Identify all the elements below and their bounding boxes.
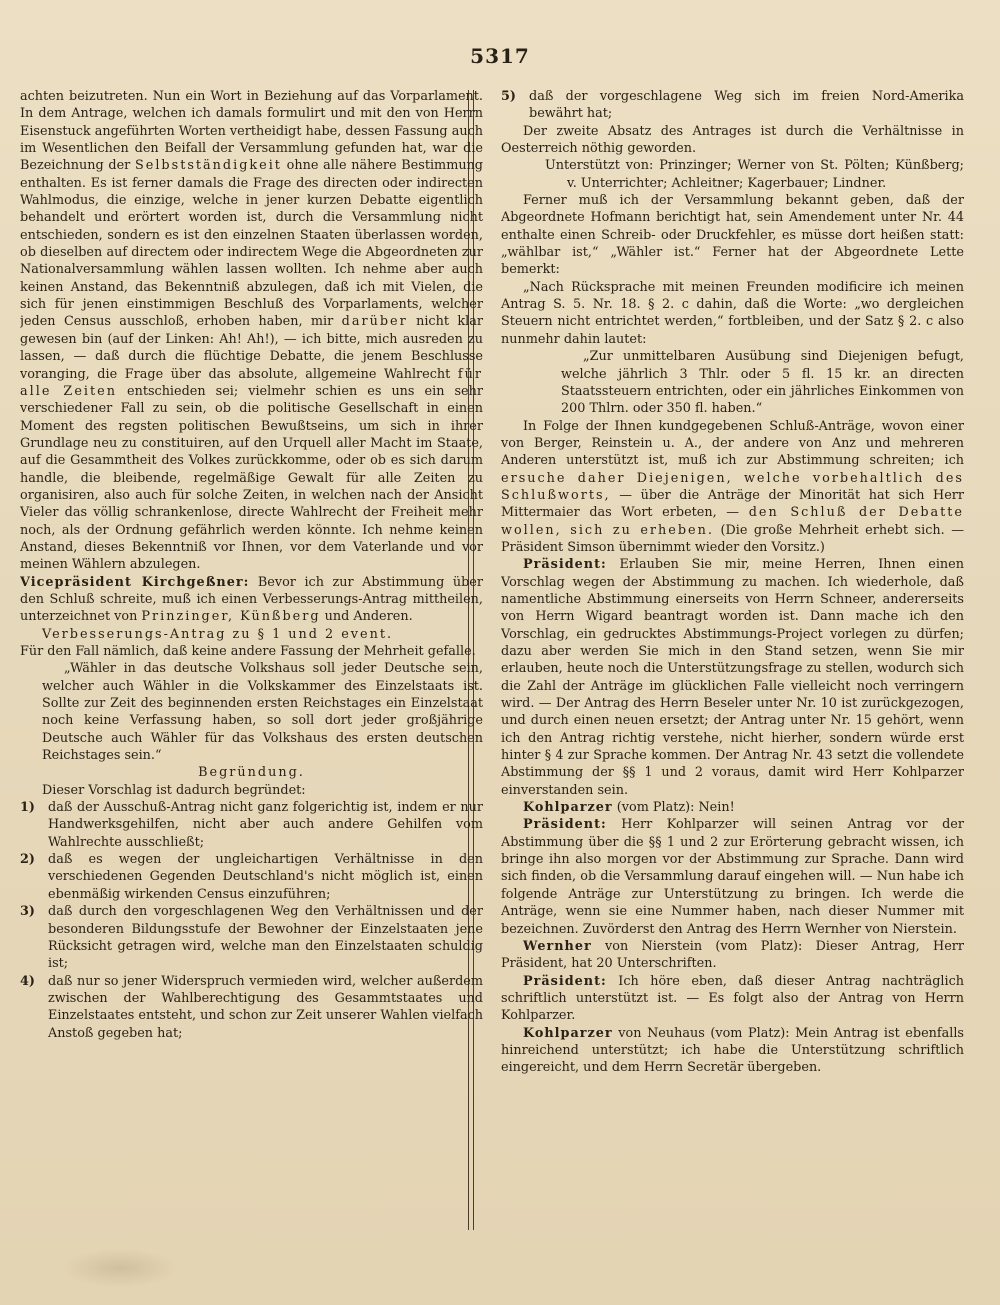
- speaker-label: Präsident:: [523, 973, 607, 989]
- paragraph-vicepraesident: [20, 574, 483, 626]
- list-text: daß der Ausschuß-Antrag nicht ganz folgerichtig ist, indem er nur Handwerksgehilfen, nicht aber auch andere Gehilfen vom Wahlrechte ausschließt;: [48, 800, 483, 850]
- section-heading: Begründung.: [198, 765, 305, 781]
- spaced-term: Selbstständigkeit: [135, 158, 282, 174]
- text-run: von Neuhaus (vom Platz): Mein Antrag ist ebenfalls hinreichend unterstützt; ich habe die Unterstützung schriftlich eingereicht, und dem Herrn Secretär übergeben.: [501, 1025, 964, 1076]
- text-columns: [20, 88, 965, 1273]
- paragraph-lette: „Nach Rücksprache mit meinen Freunden modificire ich meinen Antrag S. 5. Nr. 18. § 2. c dahin, daß die Worte: „wo dergleichen Steuern nicht entrichtet werden,“ fortbleiben, und der Satz § 2. c also nunmehr dahin lautet:: [501, 279, 964, 347]
- text-run: (vom Platz): Nein!: [616, 800, 735, 816]
- page-number: 5317: [470, 44, 530, 68]
- left-column: [20, 88, 483, 1273]
- text-run: Bevor ich zur Abstimmung über den Schluß schreite, muß ich einen Verbesserungs-Antrag mittheilen, unterzeichnet von: [20, 574, 483, 625]
- list-number: 1): [20, 800, 35, 816]
- spaced-term: den Schluß der Debatte wollen, sich zu erheben.: [501, 505, 964, 538]
- list-number: 2): [20, 852, 35, 868]
- list-number: 5): [501, 89, 516, 104]
- list-text: daß der vorgeschlagene Weg sich im freien Nord-Amerika bewährt hat;: [529, 89, 964, 122]
- text-run: (Die große Mehrheit erhebt sich. — Präsident Simson übernimmt wieder den Vorsitz.): [501, 522, 964, 555]
- paragraph-schluss: [501, 418, 964, 557]
- spaced-term: für alle Zeiten: [20, 366, 483, 399]
- text-run: Herr Kohlparzer will seinen Antrag vor der Abstimmung über die §§ 1 und 2 zur Erörterung gebracht wissen, ich bringe ihn also morgen vor der Abstimmung zur Sprache. Dann wird sich finden, ob die Versammlung darauf eingehen will. — Nun habe ich folgende Anträge zur Unterstützung zu bringen. Ich werde die Anträge, wenn sie eine Nummer haben, nach dieser Nummer mit bezeichnen. Zuvörderst den Antrag des Herrn Wernher von Nierstein.: [501, 817, 964, 937]
- right-column: [501, 88, 964, 1273]
- list-number: 4): [20, 973, 35, 989]
- spaced-term: Prinzinger, Künßberg: [141, 609, 321, 625]
- list-item: [20, 851, 483, 903]
- supporters-list: Unterstützt von: Prinzinger; Werner von St. Pölten; Künßberg; v. Unterrichter; Achleitner; Kagerbauer; Lindner.: [545, 158, 964, 191]
- speaker-label: Kohlparzer: [523, 800, 613, 816]
- list-item: [20, 903, 483, 972]
- paragraph-hofmann: Ferner muß ich der Versammlung bekannt geben, daß der Abgeordnete Hofmann berichtigt hat, sein Amendement unter Nr. 44 enthalte einen Schreib- oder Druckfehler, es müsse dort heißen statt: „wählbar ist,“ „Wähler ist.“ Ferner hat der Abgeordnete Lette bemerkt:: [501, 193, 964, 278]
- list-text: daß durch den vorgeschlagenen Weg den Verhältnissen und der besonderen Bildungsstufe der Bewohner der Einzelstaaten jene Rücksicht getragen wird, welche man den Einzelstaaten schuldig ist;: [48, 904, 483, 972]
- paragraph-praesident-1: [501, 556, 964, 799]
- text-run: — über die Anträge der Minorität hat sich Herr Mittermaier das Wort erbeten, —: [501, 487, 964, 521]
- text-run: Erlauben Sie mir, meine Herren, Ihnen einen Vorschlag wegen der Abstimmung zu machen. Ich wiederhole, daß namentliche Abstimmung einerseits von Herrn Schneer, andererseits von Herrn Wigard beantragt worden ist. Dann mache ich den Vorschlag, ein gedrucktes Abstimmungs-Project vorlegen zu dürfen; dazu aber werden Sie mich in den Stand setzen, wenn Sie mir erlauben, heute noch die Unterstützungsfrage zu stellen, wodurch sich die Zahl der Anträge im glücklichen Falle vielleicht noch verringern wird. — Der Antrag des Herrn Beseler unter Nr. 10 ist zurückgezogen, und durch einen neuen ersetzt; der Antrag unter Nr. 15 gehört, wenn ich den Antrag richtig verstehe, nicht hierher, sondern würde erst hinter § 4 zur Sprache kommen. Der Antrag Nr. 43 setzt die vollendete Abstimmung der §§ 1 und 2 voraus, damit wird Herr Kohlparzer einverstanden sein.: [501, 557, 964, 798]
- reason-intro: Dieser Vorschlag ist dadurch begründet:: [42, 782, 306, 798]
- speaker-label: Kohlparzer: [523, 1025, 613, 1041]
- text-run: Ich höre eben, daß dieser Antrag nachträglich schriftlich unterstützt ist. — Es folgt also der Antrag von Herrn Kohlparzer.: [501, 973, 964, 1024]
- paragraph-kohlparzer-1: [501, 799, 964, 816]
- text-run: entschieden sei; vielmehr schien es uns ein sehr verschiedener Fall zu sein, ob die politische Gesellschaft in einen Moment des regsten politischen Bewußtseins, um sich in ihrer Grundlage neu zu constituiren, auf den Urquell aller Macht im Staate, auf die Gesammtheit des Volkes zurückkomme, oder ob es sich darum handle, die bleibende, regelmäßige Gewalt für alle Zeiten zu organisiren, also auch für solche Zeiten, in welchen nach der Ansicht Vieler das völlig schrankenlose, directe Wahlrecht der Freiheit mehr noch, als der Ordnung gefährlich werden könnte. Ich nehme keinen Anstand, dieses Bekenntniß vor Ihnen, vor dem Vaterlande und vor meinen Wählern abzulegen.: [20, 383, 483, 573]
- paper-smudge: [60, 1248, 180, 1288]
- amendment-title: Verbesserungs-Antrag zu § 1 und 2 event.: [42, 626, 394, 642]
- list-item: [501, 88, 964, 123]
- lette-quote: „Zur unmittelbaren Ausübung sind Diejenigen befugt, welche jährlich 3 Thlr. oder 5 fl. 15 kr. an directen Staatssteuern entrichten, oder ein jährliches Einkommen von 200 Thlrn. oder 350 fl. haben.“: [561, 349, 964, 417]
- list-text: daß nur so jener Widerspruch vermieden wird, welcher außerdem zwischen der Wahlberechtigung des Gesammtstaates und Einzelstaates entsteht, und schon zur Zeit unserer Wahlen vielfach Anstoß gegeben hat;: [48, 973, 483, 1041]
- spaced-term: ersuche daher Diejenigen, welche vorbehaltlich des Schlußworts,: [501, 470, 964, 503]
- text-run: achten beizutreten. Nun ein Wort in Beziehung auf das Vorparlament. In dem Antrage, welchen ich damals formulirt und mit den von Herrn Eisenstuck angeführten Worten vertheidigt habe, dessen Fassung auch im Wesentlichen den Beifall der Versammlung gefunden hat, war die Bezeichnung der: [20, 89, 483, 174]
- list-item: [20, 973, 483, 1042]
- spaced-term: darüber: [341, 314, 408, 330]
- text-run: In Folge der Ihnen kundgegebenen Schluß-Anträge, wovon einer von Berger, Reinstein u. A., der andere von Anz und mehreren Anderen unterstützt ist, muß ich zur Abstimmung schreiten; ich: [501, 418, 964, 469]
- list-text: daß es wegen der ungleichartigen Verhältnisse in den verschiedenen Gegenden Deutschland's nicht möglich ist, einen ebenmäßig wirkenden Census einzuführen;: [48, 852, 483, 902]
- paragraph-praesident-3: [501, 973, 964, 1025]
- text-run: von Nierstein (vom Platz): Dieser Antrag, Herr Präsident, hat 20 Unterschriften.: [501, 938, 964, 972]
- text-run: ohne alle nähere Bestimmung enthalten. Es ist ferner damals die Frage des directen oder indirecten Wahlmodus, die einzige, welche in jener kurzen Debatte eigentlich behandelt und erörtert worden ist, durch die Versammlung nicht entschieden, sondern es ist den einzelnen Staaten überlassen worden, ob dieselben auf directem oder indirectem Wege die Abgeordneten zur Nationalversammlung wählen lassen wollten. Ich nehme aber auch keinen Anstand, das Bekenntniß abzulegen, daß ich mit Vielen, die sich für jenen einstimmigen Beschluß des Vorparlaments, welcher jeden Census ausschloß, erhoben haben, mir: [20, 158, 483, 330]
- paragraph-praesident-2: [501, 816, 964, 937]
- paragraph-wernher: [501, 938, 964, 973]
- speaker-label: Vicepräsident Kirchgeßner:: [20, 574, 250, 590]
- list-item: [20, 799, 483, 851]
- text-run: nicht klar gewesen bin (auf der Linken: Ah! Ah!), — ich bitte, mich ausreden zu lassen, — daß durch die flüchtige Debatte, die jenem Beschlusse voranging, die Frage über das absolute, allgemeine Wahlrecht: [20, 314, 483, 382]
- paragraph-left-1: [20, 88, 483, 574]
- list-number: 3): [20, 904, 35, 920]
- paragraph-absatz: Der zweite Absatz des Antrages ist durch die Verhältnisse in Oesterreich nöthig geworden.: [501, 123, 964, 157]
- speaker-label: Präsident:: [523, 817, 607, 833]
- speaker-label: Präsident:: [523, 557, 607, 573]
- paragraph-kohlparzer-2: [501, 1025, 964, 1077]
- amendment-condition: Für den Fall nämlich, daß keine andere Fassung der Mehrheit gefalle.: [20, 644, 476, 659]
- amendment-quote: „Wähler in das deutsche Volkshaus soll jeder Deutsche sein, welcher auch Wähler in die Volkskammer des Einzelstaats ist. Sollte zur Zeit des beginnenden ersten Reichstages ein Einzelstaat noch keine Verfassung haben, so soll dort jeder großjährige Deutsche auch Wähler für das Volkshaus des ersten deutschen Reichstages sein.“: [42, 661, 483, 764]
- text-run: und Anderen.: [324, 609, 413, 625]
- speaker-label: Wernher: [523, 938, 592, 954]
